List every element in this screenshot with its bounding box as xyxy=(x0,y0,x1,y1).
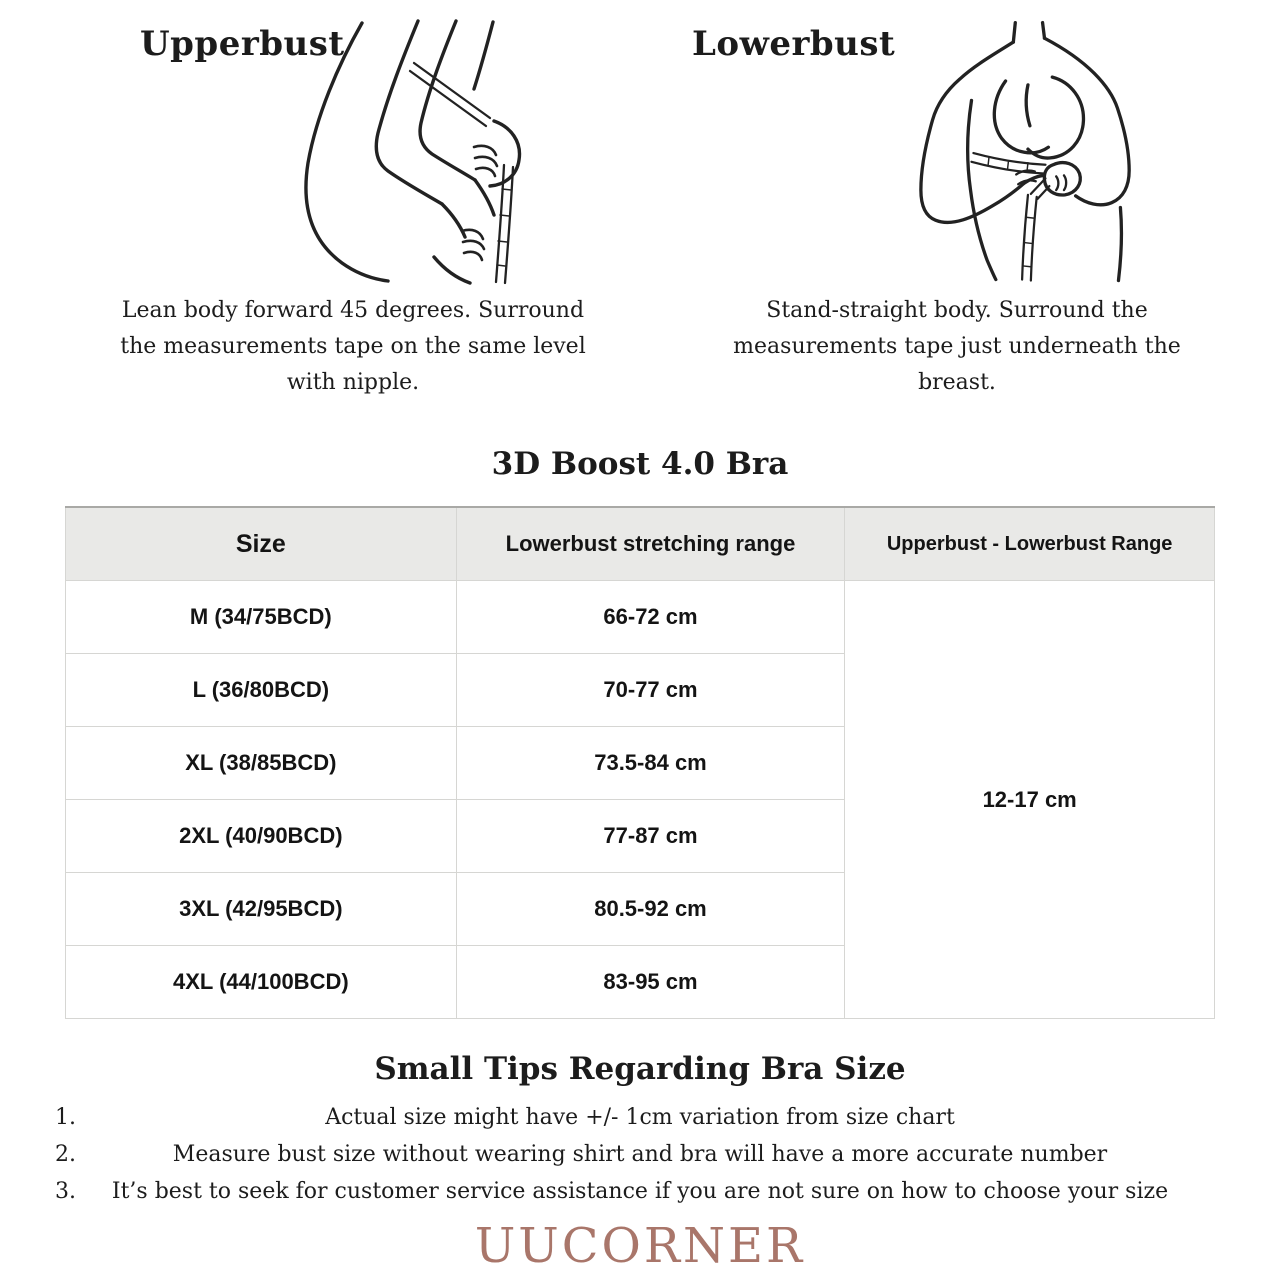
size-cell: 2XL (40/90BCD) xyxy=(66,800,457,873)
lowerbust-cell: 80.5-92 cm xyxy=(456,873,845,946)
lowerbust-cell: 83-95 cm xyxy=(456,946,845,1019)
tips-list xyxy=(0,1099,1280,1210)
size-cell: L (36/80BCD) xyxy=(66,654,457,727)
brand-wordmark: UUCORNER xyxy=(474,1218,806,1274)
size-chart-table xyxy=(65,506,1215,1019)
upperbust-title: Upperbust xyxy=(140,24,345,64)
tip-text: Actual size might have +/- 1cm variation from size chart xyxy=(325,1105,955,1130)
tip-number: 3. xyxy=(55,1179,76,1204)
lowerbust-title: Lowerbust xyxy=(692,24,896,64)
lowerbust-measuring-illustration xyxy=(880,18,1172,290)
tip-item xyxy=(0,1099,1280,1136)
tip-text: Measure bust size without wearing shirt and bra will have a more accurate number xyxy=(172,1142,1108,1167)
lowerbust-cell: 73.5-84 cm xyxy=(456,727,845,800)
upperbust-measuring-illustration xyxy=(262,18,547,290)
table-header-row xyxy=(66,507,1215,581)
size-cell: 3XL (42/95BCD) xyxy=(66,873,457,946)
column-header-size: Size xyxy=(66,507,457,581)
size-cell: M (34/75BCD) xyxy=(66,581,457,654)
table-row xyxy=(66,581,1215,654)
column-header-lowerbust-range: Lowerbust stretching range xyxy=(456,507,845,581)
tips-title: Small Tips Regarding Bra Size xyxy=(374,1051,906,1087)
merged-range-cell: 12-17 cm xyxy=(845,581,1215,1019)
size-cell: 4XL (44/100BCD) xyxy=(66,946,457,1019)
lowerbust-guide xyxy=(640,0,1280,400)
tip-text: It’s best to seek for customer service assistance if you are not sure on how to choose your size xyxy=(111,1179,1169,1204)
size-cell: XL (38/85BCD) xyxy=(66,727,457,800)
product-title: 3D Boost 4.0 Bra xyxy=(491,446,789,482)
tip-item xyxy=(0,1136,1280,1173)
measuring-guides-row xyxy=(0,0,1280,400)
upperbust-guide xyxy=(0,0,640,400)
lowerbust-caption: Stand-straight body. Surround the measurements tape just underneath the breast. xyxy=(733,298,1181,395)
lowerbust-cell: 70-77 cm xyxy=(456,654,845,727)
tip-item xyxy=(0,1173,1280,1210)
tip-number: 2. xyxy=(55,1142,76,1167)
upperbust-caption: Lean body forward 45 degrees. Surround the measurements tape on the same level with nipple. xyxy=(120,298,586,395)
lowerbust-cell: 77-87 cm xyxy=(456,800,845,873)
column-header-upperbust-lowerbust-range: Upperbust - Lowerbust Range xyxy=(845,507,1215,581)
lowerbust-cell: 66-72 cm xyxy=(456,581,845,654)
tip-number: 1. xyxy=(55,1105,76,1130)
